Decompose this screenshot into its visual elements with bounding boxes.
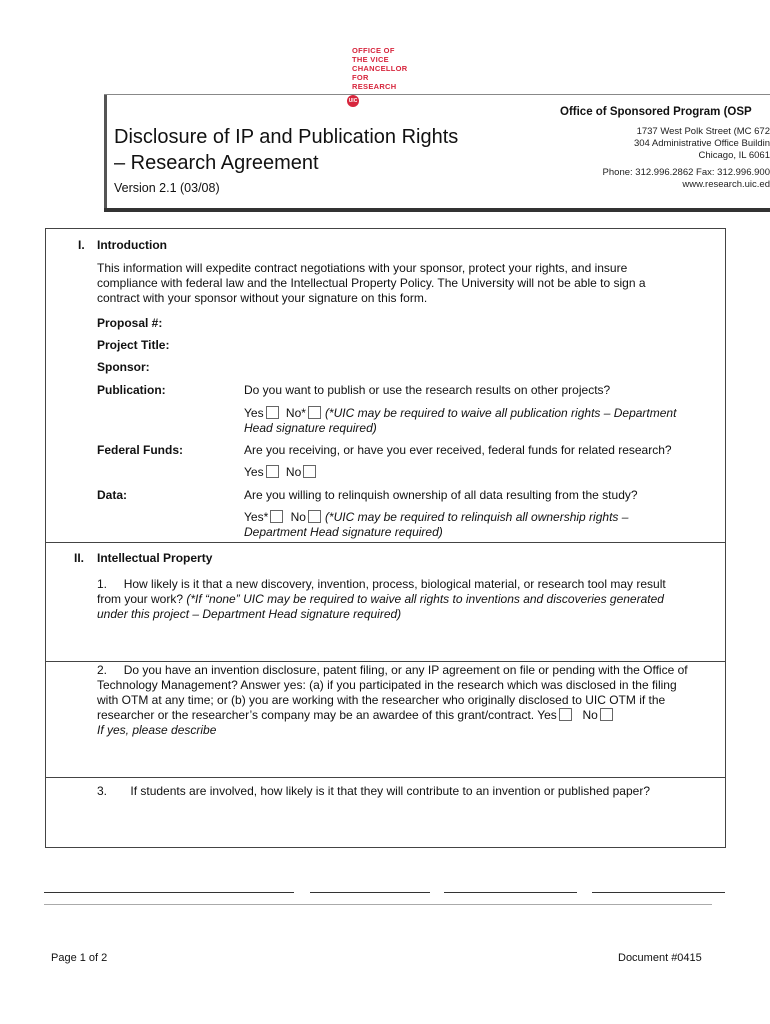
- question-text: If students are involved, how likely is it that they will contribute to an invention or published paper?: [130, 784, 650, 798]
- form-right-border: [725, 228, 726, 848]
- question-number: 2.: [97, 663, 108, 677]
- logo-line: THE VICE: [352, 55, 389, 64]
- signature-line[interactable]: [592, 892, 725, 893]
- federal-funds-label: Federal Funds:: [97, 443, 184, 457]
- no-label: No*: [285, 406, 306, 420]
- question-text: from your work?: [97, 592, 184, 606]
- section-number: II.: [74, 551, 85, 565]
- federal-yes-checkbox[interactable]: [266, 465, 279, 478]
- federal-funds-question: Are you receiving, or have you ever received, federal funds for related research?: [244, 443, 672, 457]
- question-text: How likely is it that a new discovery, invention, process, biological material, or research tool may result: [123, 577, 666, 591]
- header-left-border: [104, 94, 107, 212]
- yes-label: Yes: [244, 406, 264, 420]
- footer-divider: [44, 904, 712, 905]
- publication-note: (*UIC may be required to waive all publication rights – Department: [324, 406, 677, 420]
- yes-label: Yes: [244, 465, 264, 479]
- section-divider: [45, 542, 726, 543]
- intro-line: This information will expedite contract negotiations with your sponsor, protect your rights, and insure: [97, 261, 628, 275]
- section-number: I.: [78, 238, 85, 252]
- no-label: No: [290, 510, 306, 524]
- version-label: Version 2.1 (03/08): [114, 181, 220, 195]
- question-note: (*If “none” UIC may be required to waive all rights to inventions and discoveries generated: [186, 592, 664, 606]
- phone-fax: Phone: 312.996.2862 Fax: 312.996.900: [602, 167, 770, 178]
- publication-no-checkbox[interactable]: [308, 406, 321, 419]
- address-line-1: 1737 West Polk Street (MC 672: [636, 126, 770, 137]
- question-1: [97, 577, 722, 622]
- proposal-label: Proposal #:: [97, 316, 163, 330]
- question-divider: [45, 661, 726, 662]
- question-number: 3.: [97, 784, 108, 798]
- yes-label: Yes*: [244, 510, 269, 524]
- question-text: with OTM at any time; or (b) you are working with the researcher who originally disclosed to UIC OTM if the: [97, 693, 666, 707]
- data-options: [244, 510, 714, 540]
- address-line-3: Chicago, IL 6061: [698, 150, 770, 161]
- question-number: 1.: [97, 577, 108, 591]
- data-note: (*UIC may be required to relinquish all ownership rights –: [324, 510, 629, 524]
- data-note-cont: Department Head signature required): [244, 525, 443, 539]
- office-name: Office of Sponsored Program (OSP: [560, 106, 752, 118]
- question-text: researcher or the researcher’s company may be an awardee of this grant/contract.: [97, 708, 535, 722]
- form-bottom-border: [45, 847, 726, 848]
- data-no-checkbox[interactable]: [308, 510, 321, 523]
- question-text: Do you have an invention disclosure, patent filing, or any IP agreement on file or pending with the Office of: [123, 663, 688, 677]
- question-1-answer-area[interactable]: [97, 628, 717, 656]
- project-title-label: Project Title:: [97, 338, 170, 352]
- no-label: No: [582, 708, 598, 722]
- signature-line[interactable]: [44, 892, 294, 893]
- yes-label: Yes: [537, 708, 557, 722]
- question-3: [97, 784, 722, 799]
- publication-question: Do you want to publish or use the research results on other projects?: [244, 383, 611, 397]
- document-number: Document #0415: [618, 952, 702, 964]
- question-3-answer-area[interactable]: [97, 802, 717, 842]
- ip-yes-checkbox[interactable]: [559, 708, 572, 721]
- data-question: Are you willing to relinquish ownership of all data resulting from the study?: [244, 488, 638, 502]
- question-2: [97, 663, 722, 738]
- title-line-1: Disclosure of IP and Publication Rights: [114, 126, 459, 148]
- question-divider: [45, 777, 726, 778]
- signature-line[interactable]: [310, 892, 430, 893]
- section-title: Intellectual Property: [97, 551, 213, 565]
- data-yes-checkbox[interactable]: [270, 510, 283, 523]
- header-bottom-border: [104, 208, 770, 212]
- address-line-2: 304 Administrative Office Buildin: [633, 138, 770, 149]
- ip-no-checkbox[interactable]: [600, 708, 613, 721]
- page-number: Page 1 of 2: [51, 952, 108, 964]
- describe-prompt: If yes, please describe: [97, 723, 217, 737]
- sponsor-label: Sponsor:: [97, 360, 150, 374]
- website: www.research.uic.ed: [682, 179, 770, 190]
- form-top-border: [45, 228, 726, 229]
- header-top-border: [104, 94, 770, 95]
- logo-line: OFFICE OF: [352, 46, 395, 55]
- question-2-answer-area[interactable]: [97, 740, 717, 772]
- section-title: Introduction: [97, 238, 167, 252]
- data-label: Data:: [97, 488, 128, 502]
- publication-label: Publication:: [97, 383, 166, 397]
- intro-line: compliance with federal law and the Intellectual Property Policy. The University will not be able to sign a: [97, 276, 646, 290]
- logo-line: FOR: [352, 73, 369, 82]
- uic-badge-icon: UIC: [347, 95, 359, 107]
- form-left-border: [45, 228, 46, 848]
- federal-no-checkbox[interactable]: [303, 465, 316, 478]
- no-label: No: [285, 465, 302, 479]
- logo-line: RESEARCH: [352, 82, 397, 91]
- intro-text: [97, 261, 646, 306]
- page-title: [114, 124, 514, 176]
- question-note-cont: under this project – Department Head signature required): [97, 607, 402, 621]
- federal-funds-options: [244, 465, 320, 480]
- logo-line: CHANCELLOR: [352, 64, 408, 73]
- ovcr-logo: [352, 46, 408, 91]
- title-line-2: – Research Agreement: [114, 152, 319, 174]
- signature-line[interactable]: [444, 892, 577, 893]
- publication-options: [244, 406, 714, 436]
- publication-note-cont: Head signature required): [244, 421, 377, 435]
- publication-yes-checkbox[interactable]: [266, 406, 279, 419]
- intro-line: contract with your sponsor without your signature on this form.: [97, 291, 428, 305]
- question-text: Technology Management? Answer yes: (a) if you participated in the research which was disclosed in the filing: [97, 678, 677, 692]
